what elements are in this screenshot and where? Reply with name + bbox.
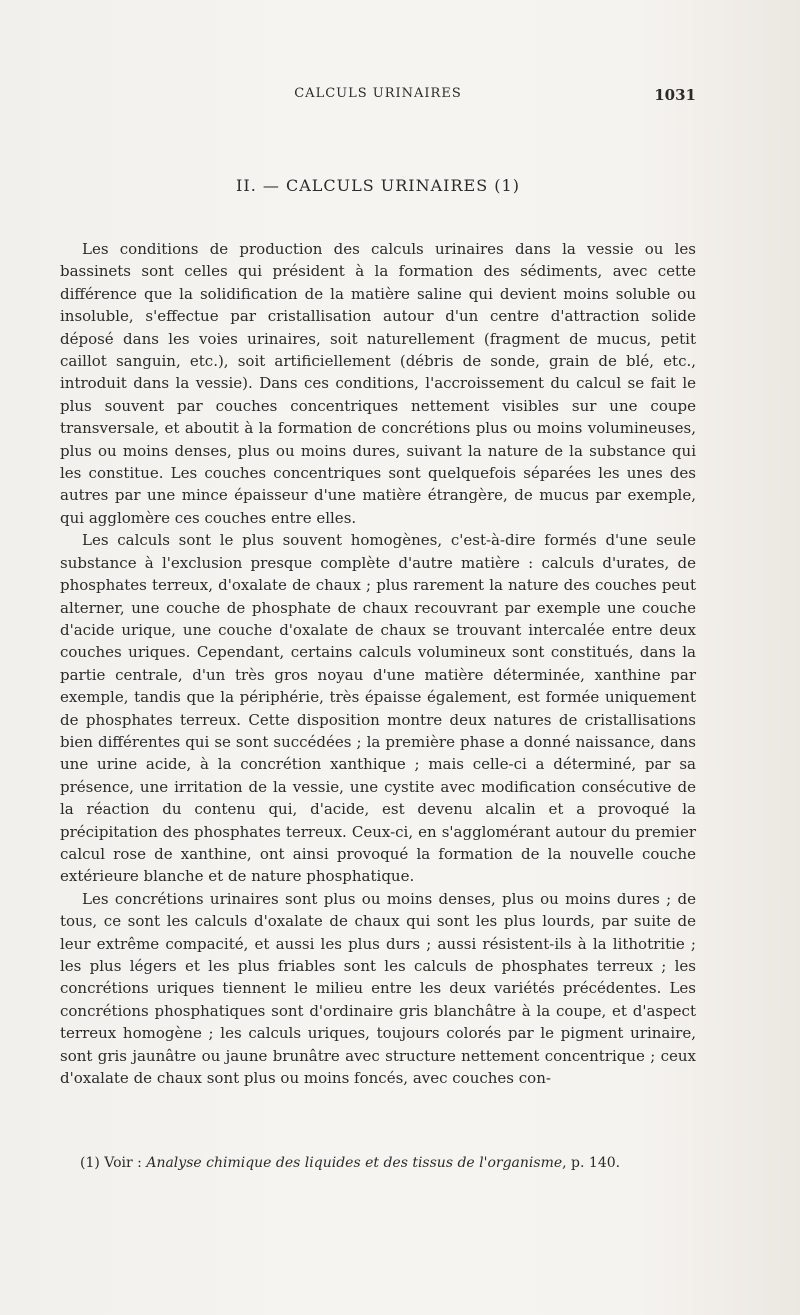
paragraph: Les calculs sont le plus souvent homogènes, c'est-à-dire formés d'une seule substance à l'exclusion presque complète d'autre matière : calculs d'urates, de phosphates terreux, d'oxalate de chaux ; plus rarement la nature des couches peut alterner, une couche de phosphate de chaux recouvrant par exemple une couche d'acide urique, une couche d'oxalate de chaux se trouvant intercalée entre deux couches uriques. Cependant, certains calculs volumineux sont constitués, dans la partie centrale, d'un très gros noyau d'une matière déterminée, xanthine par exemple, tandis que la périphérie, très épaisse également, est formée uniquement de phosphates terreux. Cette disposition montre deux natures de cristallisations bien différentes qui se sont succédées ; la première phase a donné naissance, dans une urine acide, à la concrétion xanthique ; mais celle-ci a déterminé, par sa présence, une irritation de la vessie, une cystite avec modification consécutive de la réaction du contenu qui, d'acide, est devenu alcalin et a provoqué la précipitation des phosphates terreux. Ceux-ci, en s'agglomérant autour du premier calcul rose de xanthine, ont ainsi provoqué la formation de la nouvelle couche extérieure blanche et de nature phosphatique. <box>60 531 696 886</box>
footnote-page-reference: , p. 140. <box>562 1155 621 1171</box>
paragraph: Les concrétions urinaires sont plus ou moins denses, plus ou moins dures ; de tous, ce sont les calculs d'oxalate de chaux qui sont les plus lourds, par suite de leur extrême compacité, et aussi les plus durs ; aussi résistent-ils à la lithotritie ; les plus légers et les plus friables sont les calculs de phosphates terreux ; les concrétions uriques tiennent le milieu entre les deux variétés précédentes. Les concrétions phosphatiques sont d'ordinaire gris blanchâtre à la coupe, et d'aspect terreux homogène ; les calculs uriques, toujours colorés par le pigment urinaire, sont gris jaunâtre ou jaune brunâtre avec structure nettement concentrique ; ceux d'oxalate de chaux sont plus ou moins foncés, avec couches con- <box>60 889 696 1088</box>
paragraph: Les conditions de production des calculs urinaires dans la vessie ou les bassinets sont celles qui président à la formation des sédiments, avec cette différence que la solidification de la matière saline qui devient moins soluble ou insoluble, s'effectue par cristallisation autour d'un centre d'attraction solide déposé dans les voies urinaires, soit naturellement (fragment de mucus, petit caillot sanguin, etc.), soit artificiellement (débris de sonde, grain de blé, etc., introduit dans la vessie). Dans ces conditions, l'accroissement du calcul se fait le plus souvent par couches concentriques nettement visibles sur une coupe transversale, et aboutit à la formation de concrétions plus ou moins volumineuses, plus ou moins denses, plus ou moins dures, suivant la nature de la substance qui les constitue. Les couches concentriques sont quelquefois séparées les unes des autres par une mince épaisseur d'une matière étrangère, de mucus par exemple, qui agglomère ces couches entre elles. <box>60 240 696 527</box>
page-number: 1031 <box>654 86 696 104</box>
body-text <box>60 238 696 1089</box>
footnote-reference-title: Analyse chimique des liquides et des tissus de l'organisme <box>146 1155 563 1171</box>
section-title: II. — CALCULS URINAIRES (1) <box>236 176 520 195</box>
running-head <box>60 86 696 108</box>
footnote <box>80 1155 700 1171</box>
footnote-marker: (1) Voir : <box>80 1155 147 1171</box>
running-title: CALCULS URINAIRES <box>294 86 462 101</box>
